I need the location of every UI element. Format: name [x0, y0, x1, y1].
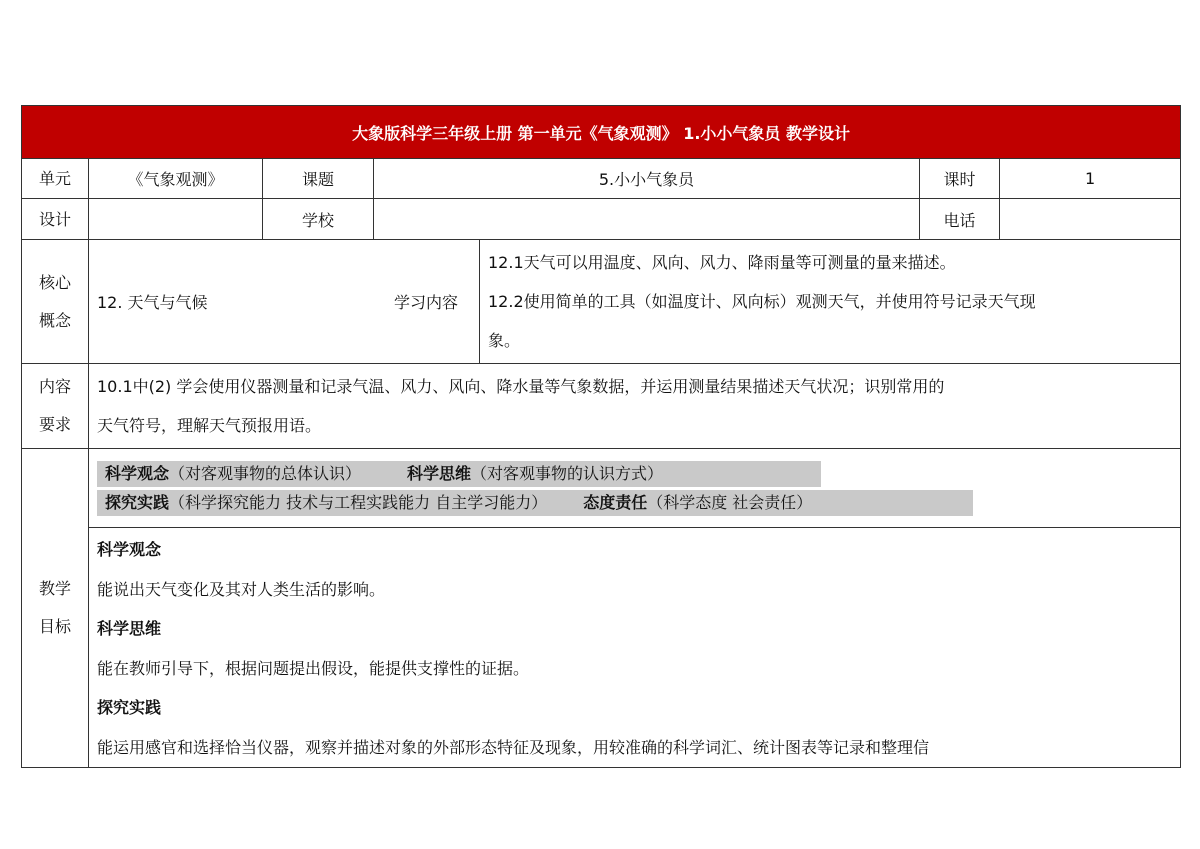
- unit-value: 《气象观测》: [89, 159, 263, 199]
- goal-heading-3: 探究实践: [97, 698, 162, 717]
- literacy-1-note: （对客观事物的总体认识）: [169, 463, 362, 483]
- goals-detail-cell: [89, 528, 1181, 768]
- study-content-label: 学习内容: [373, 240, 480, 363]
- literacy-row-2: [97, 490, 1180, 516]
- document-title: 大象版科学三年级上册 第一单元《气象观测》 1.小小气象员 教学设计: [22, 106, 1181, 159]
- req-label-line1: 内容: [38, 377, 71, 396]
- school-label: 学校: [263, 199, 374, 240]
- design-label: 设计: [22, 199, 89, 240]
- goals-label: [22, 449, 89, 768]
- goal-text-1: 能说出天气变化及其对人类生活的影响。: [97, 579, 386, 599]
- req-line-1: 10.1中(2) 学会使用仪器测量和记录气温、风力、风向、降水量等气象数据，并运用测量结果描述天气状况；识别常用的: [97, 377, 945, 396]
- core-label-line2: 概念: [38, 310, 71, 330]
- literacy-4-title: 态度责任: [583, 492, 648, 512]
- school-value: [374, 199, 920, 240]
- literacy-4-note: （科学态度 社会责任）: [647, 492, 813, 512]
- phone-label: 电话: [920, 199, 1000, 240]
- literacy-3-title: 探究实践: [105, 492, 170, 512]
- goal-heading-2: 科学思维: [97, 619, 162, 638]
- study-line-3: 象。: [488, 331, 521, 350]
- literacy-2-title: 科学思维: [407, 463, 472, 483]
- unit-label: 单元: [22, 159, 89, 199]
- req-label-line2: 要求: [38, 415, 71, 434]
- topic-value: 5.小小气象员: [374, 159, 920, 199]
- literacy-1-title: 科学观念: [105, 463, 170, 483]
- phone-value: [1000, 199, 1181, 240]
- goal-text-3: 能运用感官和选择恰当仪器，观察并描述对象的外部形态特征及现象，用较准确的科学词汇、统计图表等记录和整理信: [97, 737, 930, 757]
- literacy-highlight-2: [97, 490, 973, 516]
- requirements-text: [89, 364, 1181, 449]
- req-line-2: 天气符号，理解天气预报用语。: [97, 416, 322, 435]
- literacy-row-1: [97, 461, 1180, 487]
- core-concept-label: [22, 240, 89, 364]
- requirements-label: [22, 364, 89, 449]
- goals-label-line1: 教学: [38, 579, 71, 598]
- literacy-3-note: （科学探究能力 技术与工程实践能力 自主学习能力）: [169, 492, 548, 512]
- hours-value: 1: [1000, 159, 1181, 199]
- literacy-2-note: （对客观事物的认识方式）: [471, 463, 664, 483]
- design-value: [89, 199, 263, 240]
- study-line-1: 12.1天气可以用温度、风向、风力、降雨量等可测量的量来描述。: [488, 253, 956, 272]
- study-line-2: 12.2使用简单的工具（如温度计、风向标）观测天气，并使用符号记录天气现: [488, 292, 1036, 311]
- study-content-cell: [393, 240, 1181, 364]
- hours-label: 课时: [920, 159, 1000, 199]
- lesson-plan-table: [21, 105, 1181, 768]
- goals-label-line2: 目标: [38, 617, 71, 636]
- literacy-highlight-1: [97, 461, 821, 487]
- core-literacy-cell: [89, 449, 1181, 528]
- topic-label: 课题: [263, 159, 374, 199]
- goal-text-2: 能在教师引导下，根据问题提出假设，能提供支撑性的证据。: [97, 658, 530, 678]
- goal-heading-1: 科学观念: [97, 540, 162, 559]
- core-concept-value: 12. 天气与气候: [89, 240, 480, 364]
- core-label-line1: 核心: [38, 272, 71, 292]
